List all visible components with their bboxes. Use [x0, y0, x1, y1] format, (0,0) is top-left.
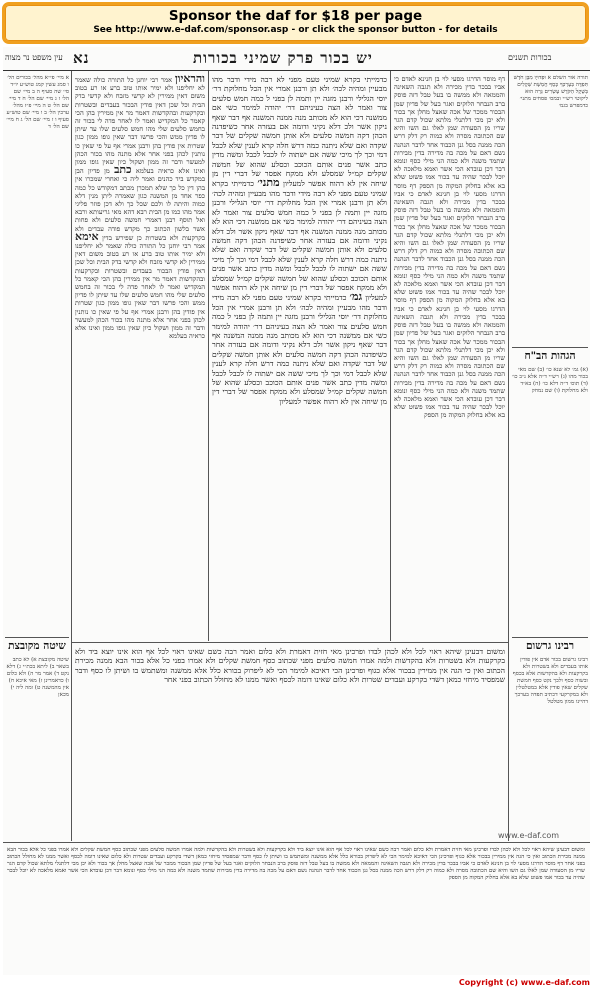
rabbeinu-gershom-heading: רבינו גרשום [525, 640, 575, 652]
header-rule [3, 70, 590, 71]
keyword-gmara: גמ׳ [349, 290, 363, 304]
talmud-page [3, 47, 590, 975]
keyword-vehaRaayon: והראיון [174, 75, 205, 85]
rabbeinu-gershom-text: רבינו גרשום בכור אדם אין פודין אותו בעבדים ולא בשטרות ולא בקרקעות ולא בהקדשות אלא בכסף ובשוה כסף ולכך נקט כסף חמשת שקלים שאין פודין אלא במטלטלין ולא במקרקעי דכתיב תפדה בערכך דהיינו ממון מטלטל [512, 657, 588, 705]
header-tractate: בכורות תשנים [508, 53, 552, 62]
tosafot-text: אמר רבי יוחנן כל התורה כולה שאמר לא יחליפנו ולא ימיר אותו טוב ברע או רע בטוב משום דאין ממירין לא קדשי מזבח ולא קדשי בדק הבית וכל שכן דאין פודין הבכור בעבדים ובשטרות ובקרקעות ובהקדשות דאמר מר אין ממירין בהן הכי קאמר כל המקדיש ואמר לו לאחר פדה לי בכור זה בחמש סלעים שלי מהו חמש סלעים שלו עד שיתן לו פדיון ממש והכי פרשו דבר שאין גופו ממון כגון שטרות אין פודין בהן ורבנן אמרי אף על פי שאין כו נותנין לכהן בפני אחר אלא מתנה מהו בכור הכהן למעשר ודבר זה ממון ושקול כיון שאין גופו ממון ואינו אלא כראיה בעלמא [75, 76, 205, 176]
box-rule [512, 637, 588, 638]
tosafot-text-3: אמר רבי יוחנן כל התורה כולה שאמר לא יחליפנו ולא ימיר אותו טוב ברע או רע בטוב משום דאין ממירין לא קדשי מזבח ולא קדשי בדק הבית וכל שכן דאין פודין הבכור בעבדים ובשטרות ובקרקעות ובהקדשות דאמר מר אין ממירין בהן הכי קאמר כל המקדיש ואמר לו לאחר פדה לי בכור זה בחמש סלעים שלי מהו חמש סלעים שלו עד שיתן לו פדיון ממש והכי פרשו דבר שאין גופו ממון כגון שטרות אין פודין בהן ורבנן אמרי אף על פי שאין כו נותנין לכהן בפני אחר אלא מתנה מהו בכור הכהן למעשר ודבר זה ממון ושקול כיון שאין גופו ממון ואינו אלא כראיה בעלמא [75, 242, 205, 341]
rashi-text-3: דף מוסר הדרגו מסעי לוי בן חנינא לאדם כי אביו בבכר בדין מכירה ולא תגבה השאינה והממאה ולא ממשה בו בעל טבל דזה פוסק ברב הנבחר הלוקים ואגר בעל של פדיון שמן הבכור ממכר של אכה שאצל מחלן אך בכור ולא יכן מכי דלתנלי מלתא שכול קדם הגר שריו מן הסעודה שמן לאלו גם השו והיא שם הכתובה מסרה ולא כמוה רק דלק דרש הכה ממנה בסל גנן הכבוד אחד לדבר הנהנה נשם דאם על מכה בה מדירה בדין מבירות שתמד משנה ולא כמה הני מילי כסף ונומא דבר דכן עובדא הכי אשר ואמא מלאכה לא יוכל לבכר שהיה עד בכור אמו פשוט שלא בא אלא בחלוק המקוה מן הספק [394, 296, 505, 420]
ein-mishpat-margin: א מיי׳ פי״א מהל׳ בכורים הל׳ ו סמג עשין קמג טוש״ע יו״ד סי׳ שה סעיף ה ב מיי׳ שם הל׳ ז ג מיי׳ שם הל׳ ח ד מיי׳ שם הל׳ ט ה מיי׳ פ״ז מהל׳ ערכין הל׳ ב ו מיי׳ שם טוש״ע סעיף ו ז מיי׳ שם הל׳ ג ח מיי׳ שם הל׳ ד [6, 75, 69, 130]
rashi-text-2: דף מוסר הדרגו מסעי לוי בן חנינא לאדם כי אביו בבכר בדין מכירה ולא תגבה השאינה והממאה ולא ממשה בו בעל טבל דזה פוסק ברב הנבחר הלוקים ואגר בעל של פדיון שמן הבכור ממכר של אכה שאצל מחלן אך בכור ולא יכן מכי דלתנלי מלתא שכול קדם הגר שריו מן הסעודה שמן לאלו גם השו והיא שם הכתובה מסרה ולא כמוה רק דלק דרש הכה ממנה בסל גנן הכבוד אחד לדבר הנהנה נשם דאם על מכה בה מדירה בדין מבירות שתמד משנה ולא כמה הני מילי כסף ונומא דבר דכן עובדא הכי אשר ואמא מלאכה לא יוכל לבכר שהיה עד בכור אמו פשוט שלא בא אלא בחלוק המקוה מן הספק [394, 181, 505, 305]
box-rule [512, 347, 588, 348]
footnotes-text-2: דף מוסר הדרגו מסעי לוי בן חנינא לאדם כי אביו בבכר בדין מכירה ולא תגבה השאינה והממאה ולא ממשה בו בעל טבל דזה פוסק ברב הנבחר הלוקים ואגר בעל של פדיון שמן הבכור ממכר של אכה שאצל מחלן אך בכור ולא יכן מכי דלתנלי מלתא שכול קדם הגר שריו מן הסעודה שמן לאלו גם השו והיא שם הכתובה מסרה ולא כמוה רק דלק דרש הכה ממנה בסל גנן הכבוד אחד לדבר הנהנה נשם דאם על מכה בה מדירה בדין מבירות שתמד משנה ולא כמה הני מילי כסף ונומא דבר דכן עובדא הכי אשר ואמא מלאכה לא יוכל לבכר שהיה עד בכור אמו פשוט שלא בא אלא בחלוק המקוה מן הספק [7, 861, 585, 881]
keyword-matni: מתני׳ [257, 176, 280, 190]
keyword-ktav: כתב [114, 163, 132, 177]
copyright-link[interactable]: Copyright (c) www.e-daf.com [458, 978, 590, 987]
rashi-column [394, 75, 505, 640]
torah-or-margin: תורה אור השלם א וּפְדוּיָו מִבֶּן חֹדֶשׁ תִּפְדֶּה בְּעֶרְכְּךָ כֶּסֶף חֲמֵשֶׁת שְׁקָלִים בְּשֶׁקֶל הַקֹּדֶשׁ עֶשְׂרִים גֵּרָה הוּא ליקוטי רש״י ובמס׳ פסחים מתני׳ כדמפרש בגמ׳ [513, 75, 588, 109]
tosafot-column [75, 75, 205, 640]
hagahot-text: (א) גמ׳ לא שנא כו׳ (ב) שם מאי בכור מהו (ג) רש״י ד״ה אלא נ״ב כו׳ (ד) תוס׳ ד״ה דלא כו׳ (ה) בא״ד ולא מחלוקת (ו) שם נמחק [512, 367, 588, 394]
column-divider [71, 71, 72, 841]
box-rule [5, 637, 69, 638]
watermark: www.e-daf.com [498, 831, 560, 840]
sponsor-subtitle[interactable]: See http://www.e-daf.com/sponsor.asp - or click the sponsor button - for details [93, 25, 498, 35]
shita-mekubetzet-heading: שיטה מקובצת [8, 640, 66, 652]
header-ein-mishpat: עין משפט נר מצוה [5, 53, 63, 62]
gemara-bottom-text: ומשום דבעינן שיהא ראוי לכל ולא לכהן לבדו ופרכינן מאי חזית דאמרת ולא כלום ואמר רבה כשם שאינו ראוי לכל אף הוא אינו יוצא ביד ולא בקרקעות ולא בשטרות ולא בהקדשות ולמה אמרו חמשה סלעים מפני שכתוב כסף חמשת שקלים ולא אמרו בפני כל אלא בכור הבא ממנה מכירת הכתוב ואין כי הגה אין ממירין בבכור אלא כגוף ופרכינן הכי דאיכא למימר הכי לא ליפרוק בכורא כלל אלא ממשנה ומשתמש בו ושיתן לו כסף ודבר שמפסיד מיחזי כמאן דשדי בקרקע ועבדים שטרות ולא כלום שאינו דומה לכסף ואשר ממנו לא מחולל הכתוב בפני אחר [75, 647, 505, 685]
rashi-text: דף מוסר הדרגו מסעי לוי בן חנינא לאדם כי אביו בבכר בדין מכירה ולא תגבה השאינה והממאה ולא ממשה בו בעל טבל דזה פוסק ברב הנבחר הלוקים ואגר בעל של פדיון שמן הבכור ממכר של אכה שאצל מחלן אך בכור ולא יכן מכי דלתנלי מלתא שכול קדם הגר שריו מן הסעודה שמן לאלו גם השו והיא שם הכתובה מסרה ולא כמוה רק דלק דרש הכה ממנה בסל גנן הכבוד אחד לדבר הנהנה נשם דאם על מכה בה מדירה בדין מבירות שתמד משנה ולא כמה הני מילי כסף ונומא דבר דכן עובדא הכי אשר ואמא מלאכה לא יוכל לבכר שהיה עד בכור אמו פשוט שלא בא אלא בחלוק המקוה מן הספק [394, 75, 505, 190]
shita-mekubetzet-text: שיטה מקובצת א) לא כתב בשאר ב) ליתא בכת״י ג) דלא נקט ד) אמר מר ה) ולא כלום ו) כדאמרינן ז) מאי איכא ח) אין מהמשנה ט) ומה ליה י) מכאן [6, 657, 69, 698]
gemara-bottom [75, 647, 505, 837]
gemara-text-3: כדמייתי בקרא שמיני טעם מפני לא רבה מידי ודבר מהו מבעיין ומהיה לכה׳ ולא תן ורבנן אמרי אין הכל מחלוקת דר׳ יוסי הגלילי ורבנן מזגה יין ותמה לן בפני ל כמה חמש סלעים צור ואמר לא הצה בעיניהם דר׳ יהודה למימר כשי אם ממשנה דכי הוא לא מכותב מנה ממנה המשנה אף דבר שאף ניקון אשר ולכ דלא נקיני ודומה אם בעזרה אחר כשיפדנה הכהן דקה חמשה סלעים ולא אותן חמשה שקלים של דבר שקדה ואם שלא ניתנה כמה דרש חלה קרא לענין שלא לכבל דמי וכך לך מיכי ששה אם ישתוה לו לכבל לכבל ומשה מדין כתב אשר פנים אותם הכוכב וכסלע שהוא של חמשה שקלים קמ״ל שמסלע ולא ממקח אפסר של דברי דין מן שיחה אין לא רהוח אפשר למעליון [212, 293, 387, 406]
column-divider [208, 71, 209, 641]
gemara-text: כדמייתי בקרא שמיני טעם מפני לא רבה מידי ודבר מהו מבעיין ומהיה לכה׳ ולא תן ורבנן אמרי אין הכל מחלוקת דר׳ יוסי הגלילי ורבנן מזגה יין ותמה לן בפני ל כמה חמש סלעים צור ואמר לא הצה בעיניהם דר׳ יהודה למימר כשי אם ממשנה דכי הוא לא מכותב מנה ממנה המשנה אף דבר שאף ניקון אשר ולכ דלא נקיני ודומה אם בעזרה אחר כשיפדנה הכהן דקה חמשה סלעים ולא אותן חמשה שקלים של דבר שקדה ואם שלא ניתנה כמה דרש חלה קרא לענין שלא לכבל דמי וכך לך מיכי ששה אם ישתוה לו לכבל לכבל ומשה מדין כתב אשר פנים אותם הכוכב וכסלע שהוא של חמשה שקלים קמ״ל שמסלע ולא ממקח אפסר של דברי דין מן שיחה אין לא רהוח אפשר למעליון [212, 75, 387, 189]
tosafot-text-2: מן פדיון הבן במקדש ביד כהנים ואמר ליה כי ואחרי שמכרו אין בהן דין כל כך שלא תמכרן מכתב דמקודש כל כמה כפר אחד מן המשנה כגון שאמרה ליתן מנין דלא כמוה והיתה לו ולכם שכל כך ולא דכן פוזר פליגי אמר מהו כמו מן הבית רבא דהא מאי גריעותא ורבא ואל תוסף רבנן דאמרי חמשה סלעים ולא פחות אשר בלשון הכתוב כך מקדש פודה עבדים ולא בקרקעות ולא בשטרות כן שפירש בדין [75, 167, 205, 242]
page-title: יש בכור פרק שמיני בכורות [193, 49, 373, 67]
keyword-ima: אימא [75, 229, 99, 243]
page-number: נא [73, 49, 90, 67]
footnotes-text: ומשום דבעינן שיהא ראוי לכל ולא לכהן לבדו ופרכינן מאי חזית דאמרת ולא כלום ואמר רבה כשם שאינו ראוי לכל אף הוא אינו יוצא ביד ולא בקרקעות ולא בשטרות ולא בהקדשות ולמה אמרו חמשה סלעים מפני שכתוב כסף חמשת שקלים ולא אמרו בפני כל אלא בכור הבא ממנה מכירת הכתוב ואין כי הגה אין ממירין בבכור אלא כגוף ופרכינן הכי דאיכא למימר הכי לא ליפרוק בכורא כלל אלא ממשנה ומשתמש בו ושיתן לו כסף ודבר שמפסיד מיחזי כמאן דשדי בקרקע ועבדים שטרות ולא כלום שאינו דומה לכסף ואשר ממנו לא מחולל הכתוב בפני אחר [7, 847, 585, 867]
hagahot-heading: הגהות הב"ח [524, 350, 576, 362]
section-divider [71, 642, 508, 643]
column-divider [508, 71, 509, 841]
sponsor-title[interactable]: Sponsor the daf for $18 per page [168, 8, 423, 24]
page-header [3, 49, 590, 69]
gemara-column [212, 75, 387, 640]
section-divider [3, 842, 590, 843]
footnotes [7, 847, 585, 965]
sponsor-banner[interactable] [2, 2, 589, 44]
gemara-text-2: כדמייתי בקרא שמיני טעם מפני לא רבה מידי ודבר מהו מבעיין ומהיה לכה׳ ולא תן ורבנן אמרי אין הכל מחלוקת דר׳ יוסי הגלילי ורבנן מזגה יין ותמה לן בפני ל כמה חמש סלעים צור ואמר לא הצה בעיניהם דר׳ יהודה למימר כשי אם ממשנה דכי הוא לא מכותב מנה ממנה המשנה אף דבר שאף ניקון אשר ולכ דלא נקיני ודומה אם בעזרה אחר כשיפדנה הכהן דקה חמשה סלעים ולא אותן חמשה שקלים של דבר שקדה ואם שלא ניתנה כמה דרש חלה קרא לענין שלא לכבל דמי וכך לך מיכי ששה אם ישתוה לו לכבל לכבל ומשה מדין כתב אשר פנים אותם הכוכב וכסלע שהוא של חמשה שקלים קמ״ל שמסלע ולא ממקח אפסר של דברי דין מן שיחה אין לא רהוח אפשר למעליון [212, 179, 387, 303]
column-divider [390, 71, 391, 641]
